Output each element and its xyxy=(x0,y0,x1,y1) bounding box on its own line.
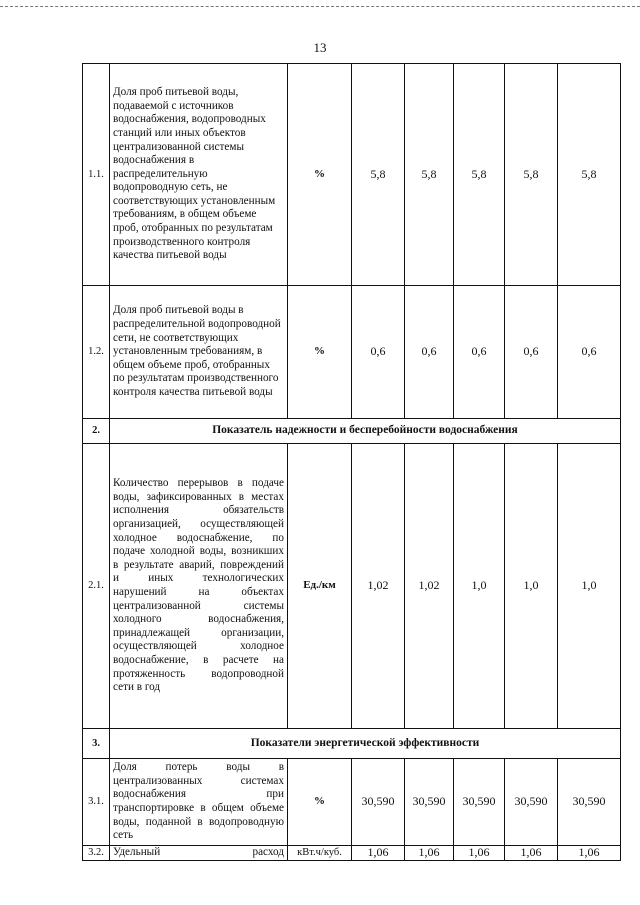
section-title: Показатель надежности и бесперебойности водоснабжения xyxy=(110,419,621,444)
page-number: 13 xyxy=(313,40,327,55)
value-cell: 1,0 xyxy=(558,444,621,729)
indicator-description: Доля проб питьевой воды, подаваемой с источников водоснабжения, водопроводных станций или иных объектов централизованной системы водоснабжения в распределительную водопроводную сеть, не соответствующих установленным требованиям, в общем объеме проб, отобранных по результатам производственного контроля качества питьевой воды xyxy=(110,64,288,286)
section-row xyxy=(83,419,621,444)
value-cell: 5,8 xyxy=(558,64,621,286)
value-cell: 1,06 xyxy=(558,846,621,861)
value-cell: 5,8 xyxy=(505,64,558,286)
row-number: 1.2. xyxy=(83,286,110,419)
value-cell: 0,6 xyxy=(405,286,454,419)
row-number: 3.1. xyxy=(83,759,110,846)
value-cell: 0,6 xyxy=(558,286,621,419)
value-cell: 1,0 xyxy=(454,444,505,729)
table-row xyxy=(83,64,621,286)
value-cell: 1,06 xyxy=(505,846,558,861)
value-cell: 1,06 xyxy=(454,846,505,861)
unit-cell: % xyxy=(288,759,352,846)
unit-cell: % xyxy=(288,286,352,419)
indicator-description: Удельный расход xyxy=(110,846,288,861)
value-cell: 1,06 xyxy=(352,846,405,861)
value-cell: 1,0 xyxy=(505,444,558,729)
row-number: 2.1. xyxy=(83,444,110,729)
unit-cell: Ед./км xyxy=(288,444,352,729)
table-row xyxy=(83,444,621,729)
value-cell: 30,590 xyxy=(405,759,454,846)
value-cell: 0,6 xyxy=(454,286,505,419)
unit-cell: кВт.ч/куб. xyxy=(288,846,352,861)
table-row xyxy=(83,846,621,861)
section-row xyxy=(83,729,621,759)
table-row xyxy=(83,759,621,846)
value-cell: 30,590 xyxy=(505,759,558,846)
indicators-table xyxy=(82,63,621,861)
table-row xyxy=(83,286,621,419)
value-cell: 5,8 xyxy=(352,64,405,286)
indicator-description: Количество перерывов в подаче воды, зафиксированных в местах исполнения обязательств организацией, осуществляющей холодное водоснабжение, по подаче холодной воды, возникших в результате аварий, повреждений и иных технологических нарушений на объектах централизованной системы холодного водоснабжения, принадлежащей организации, осуществляющей холодное водоснабжение, в расчете на протяженность водопроводной сети в год xyxy=(110,444,288,729)
unit-cell: % xyxy=(288,64,352,286)
indicator-description: Доля проб питьевой воды в распределительной водопроводной сети, не соответствующих установленным требованиям, в общем объеме проб, отобранных по результатам производственного контроля качества питьевой воды xyxy=(110,286,288,419)
section-number: 3. xyxy=(83,729,110,759)
section-title: Показатели энергетической эффективности xyxy=(110,729,621,759)
value-cell: 0,6 xyxy=(352,286,405,419)
top-dashed-rule xyxy=(0,6,640,7)
value-cell: 5,8 xyxy=(454,64,505,286)
row-number: 3.2. xyxy=(83,846,110,861)
value-cell: 0,6 xyxy=(505,286,558,419)
section-number: 2. xyxy=(83,419,110,444)
indicator-description: Доля потерь воды в централизованных системах водоснабжения при транспортировке в общем объеме воды, поданной в водопроводную сеть xyxy=(110,759,288,846)
value-cell: 1,06 xyxy=(405,846,454,861)
value-cell: 30,590 xyxy=(454,759,505,846)
value-cell: 30,590 xyxy=(352,759,405,846)
row-number: 1.1. xyxy=(83,64,110,286)
value-cell: 5,8 xyxy=(405,64,454,286)
value-cell: 30,590 xyxy=(558,759,621,846)
value-cell: 1,02 xyxy=(405,444,454,729)
value-cell: 1,02 xyxy=(352,444,405,729)
